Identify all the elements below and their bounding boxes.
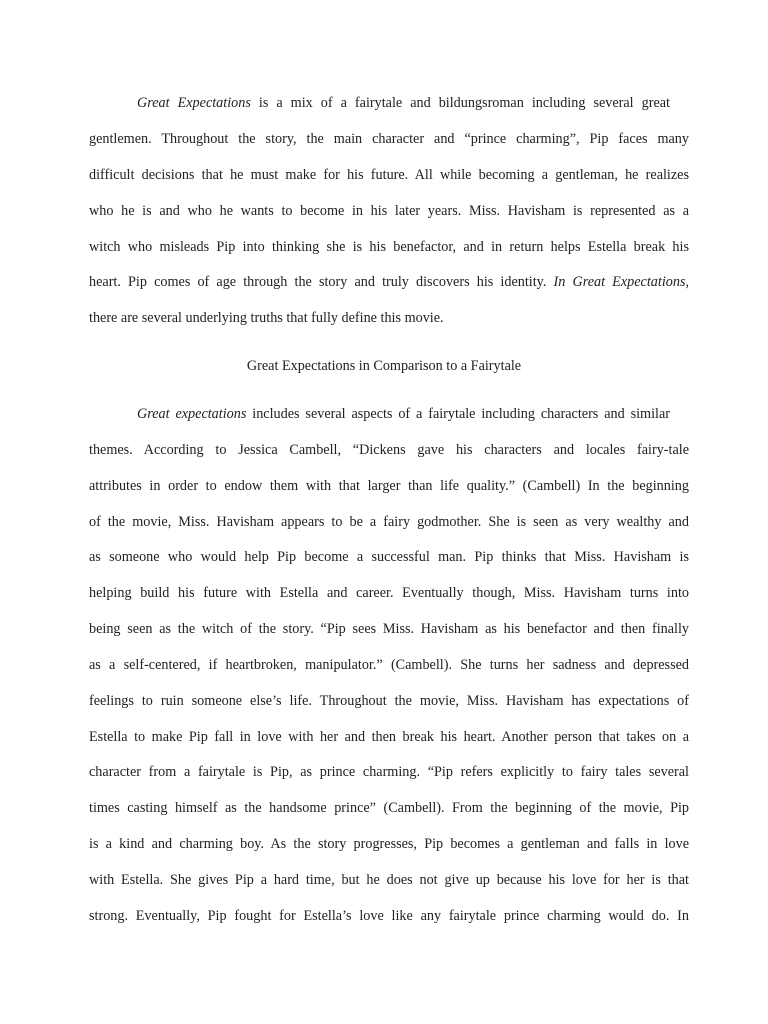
paragraph-2-line-1 [137,405,670,423]
paragraph-2-line: attributes in order to endow them with that larger than life quality.” (Cambell) In the beginning [89,478,689,494]
paragraph-2-line: with Estella. She gives Pip a hard time, but he does not give up because his love for her is that [89,872,689,888]
paragraph-2-line: feelings to ruin someone else’s life. Throughout the movie, Miss. Havisham has expectations of [89,693,689,709]
paragraph-1-line-1 [137,94,670,112]
book-title-italic-inline: In Great Expectations [553,274,686,290]
paragraph-2-line: being seen as the witch of the story. “Pip sees Miss. Havisham as his benefactor and then finally [89,621,689,637]
paragraph-2-line-1-text: includes several aspects of a fairytale including characters and similar [246,406,670,422]
paragraph-2-line: as someone who would help Pip become a successful man. Pip thinks that Miss. Havisham is [89,549,689,565]
paragraph-2-line: helping build his future with Estella and career. Eventually though, Miss. Havisham turns into [89,585,689,601]
paragraph-2-line: as a self-centered, if heartbroken, manipulator.” (Cambell). She turns her sadness and depressed [89,657,689,673]
paragraph-1-line-5: witch who misleads Pip into thinking she is his benefactor, and in return helps Estella break his [89,239,689,255]
paragraph-1-line-3: difficult decisions that he must make for his future. All while becoming a gentleman, he realizes [89,167,689,183]
paragraph-2-line: Estella to make Pip fall in love with her and then break his heart. Another person that takes on a [89,729,689,745]
paragraph-2-line: strong. Eventually, Pip fought for Estella’s love like any fairytale prince charming would do. In [89,908,689,924]
paragraph-1-line-6-text: heart. Pip comes of age through the story and truly discovers his identity. [89,274,554,290]
paragraph-2-line: times casting himself as the handsome prince” (Cambell). From the beginning of the movie, Pip [89,800,689,816]
paragraph-2-line: themes. According to Jessica Cambell, “Dickens gave his characters and locales fairy-tale [89,442,689,458]
paragraph-1-line-6-punct: , [685,274,690,290]
book-title-italic: Great expectations [137,406,247,422]
section-heading: Great Expectations in Comparison to a Fairytale [246,358,522,374]
paragraph-1-line-7: there are several underlying truths that fully define this movie. [89,310,444,326]
paragraph-2-line: of the movie, Miss. Havisham appears to be a fairy godmother. She is seen as very wealthy and [89,514,689,530]
book-title-italic: Great Expectations [137,95,251,111]
paragraph-1-line-1-text: is a mix of a fairytale and bildungsroman including several great [250,95,670,111]
paragraph-2-line: character from a fairytale is Pip, as prince charming. “Pip refers explicitly to fairy tales several [89,764,689,780]
paragraph-1-line-4: who he is and who he wants to become in his later years. Miss. Havisham is represented as a [89,203,689,219]
paragraph-1-line-6 [89,273,689,291]
paragraph-2-line: is a kind and charming boy. As the story progresses, Pip becomes a gentleman and falls in love [89,836,689,852]
paragraph-1-line-2: gentlemen. Throughout the story, the main character and “prince charming”, Pip faces many [89,131,689,147]
